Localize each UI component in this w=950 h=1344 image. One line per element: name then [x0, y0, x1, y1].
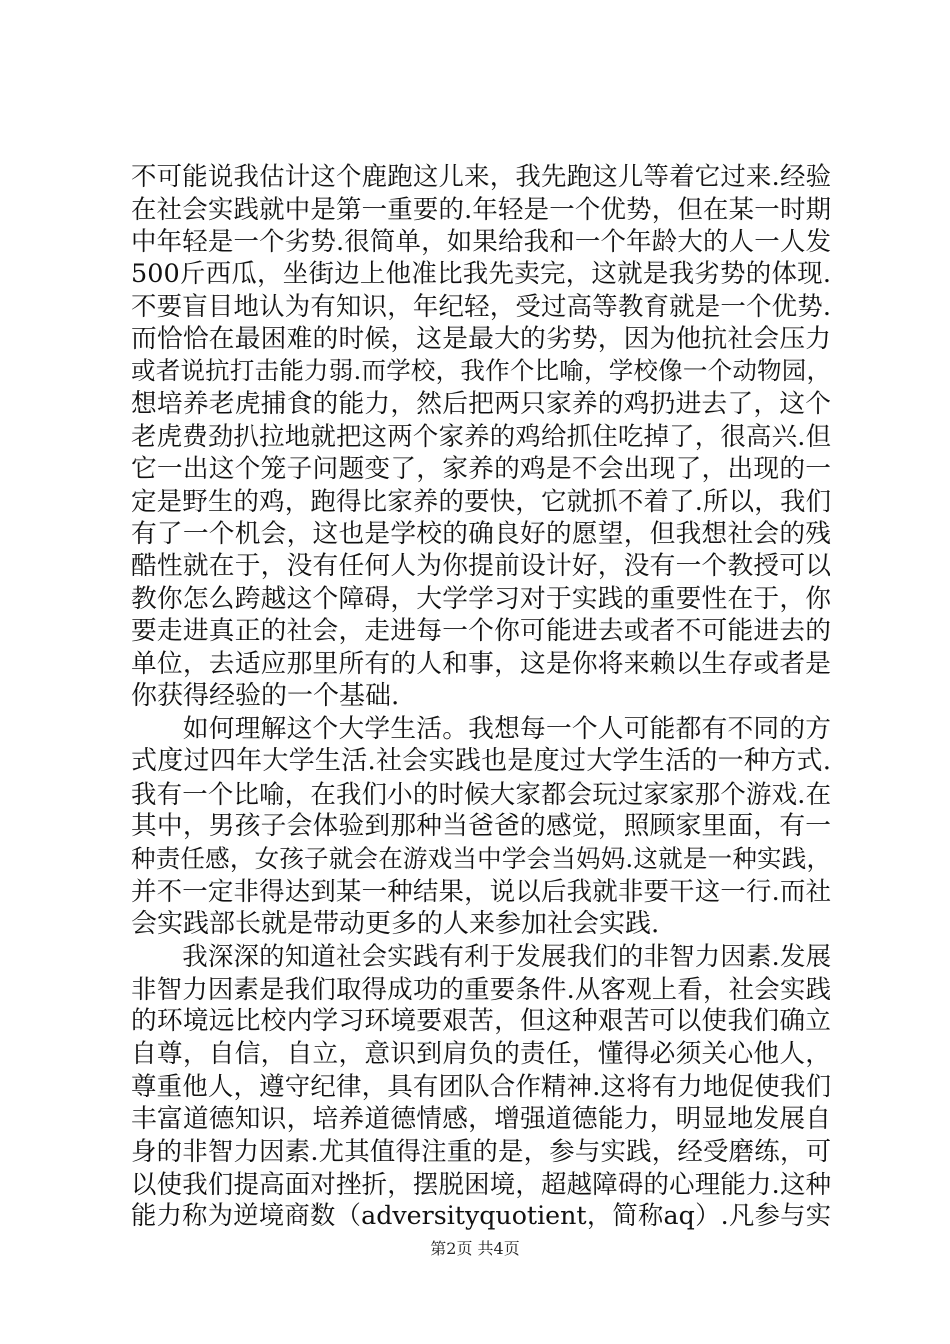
text-line: 不要盲目地认为有知识，年纪轻，受过高等教育就是一个优势.	[131, 291, 831, 321]
text-line: 其中，男孩子会体验到那种当爸爸的感觉，照顾家里面，有一	[131, 811, 831, 841]
body-text	[131, 160, 831, 1233]
text-line: 想培养老虎捕食的能力，然后把两只家养的鸡扔进去了，这个	[131, 388, 831, 419]
text-line: 如何理解这个大学生活。我想每一个人可能都有不同的方	[131, 713, 831, 744]
text-line: 的环境远比校内学习环境要艰苦，但这种艰苦可以使我们确立	[131, 1006, 831, 1036]
text-line: 式度过四年大学生活.社会实践也是度过大学生活的一种方式.	[131, 746, 831, 776]
text-line: 有了一个机会，这也是学校的确良好的愿望，但我想社会的残	[131, 518, 831, 549]
text-line: 能力称为逆境商数（adversityquotient，简称aq）.凡参与实	[131, 1201, 831, 1230]
text-line: 我深深的知道社会实践有利于发展我们的非智力因素.发展	[131, 941, 831, 971]
text-line: 中年轻是一个劣势.很简单，如果给我和一个年龄大的人一人发	[131, 226, 831, 256]
text-line: 教你怎么跨越这个障碍，大学学习对于实践的重要性在于，你	[131, 583, 831, 614]
text-line: 单位，去适应那里所有的人和事，这是你将来赖以生存或者是	[131, 648, 831, 679]
text-line: 非智力因素是我们取得成功的重要条件.从客观上看，社会实践	[131, 973, 831, 1004]
text-line: 它一出这个笼子问题变了，家养的鸡是不会出现了，出现的一	[131, 453, 831, 484]
text-line: 而恰恰在最困难的时候，这是最大的劣势，因为他抗社会压力	[131, 323, 831, 354]
text-line: 不可能说我估计这个鹿跑这儿来，我先跑这儿等着它过来.经验	[131, 161, 831, 191]
text-line: 身的非智力因素.尤其值得注重的是，参与实践，经受磨练，可	[131, 1136, 831, 1166]
text-line: 会实践部长就是带动更多的人来参加社会实践.	[131, 908, 660, 939]
text-line: 定是野生的鸡，跑得比家养的要快，它就抓不着了.所以，我们	[131, 486, 831, 516]
text-line: 在社会实践就中是第一重要的.年轻是一个优势，但在某一时期	[131, 193, 831, 224]
text-line: 或者说抗打击能力弱.而学校，我作个比喻，学校像一个动物园，	[131, 356, 831, 385]
text-line: 并不一定非得达到某一种结果，说以后我就非要干这一行.而社	[131, 876, 831, 906]
text-line: 丰富道德知识，培养道德情感，增强道德能力，明显地发展自	[131, 1103, 831, 1134]
text-line: 你获得经验的一个基础.	[131, 681, 400, 711]
text-line: 500斤西瓜，坐街边上他准比我先卖完，这就是我劣势的体现.	[131, 258, 831, 289]
text-line: 以使我们提高面对挫折，摆脱困境，超越障碍的心理能力.这种	[131, 1168, 831, 1199]
text-line: 我有一个比喻，在我们小的时候大家都会玩过家家那个游戏.在	[131, 778, 831, 809]
text-line: 老虎费劲扒拉地就把这两个家养的鸡给抓住吃掉了，很高兴.但	[131, 421, 831, 451]
text-line: 酷性就在于，没有任何人为你提前设计好，没有一个教授可以	[131, 551, 831, 581]
text-line: 要走进真正的社会，走进每一个你可能进去或者不可能进去的	[131, 616, 831, 646]
text-line: 自尊，自信，自立，意识到肩负的责任，懂得必须关心他人，	[131, 1038, 831, 1069]
page-footer: 第2页 共4页	[430, 1239, 520, 1258]
text-line: 种责任感，女孩子就会在游戏当中学会当妈妈.这就是一种实践，	[131, 843, 831, 873]
text-line: 尊重他人，遵守纪律，具有团队合作精神.这将有力地促使我们	[131, 1071, 831, 1101]
